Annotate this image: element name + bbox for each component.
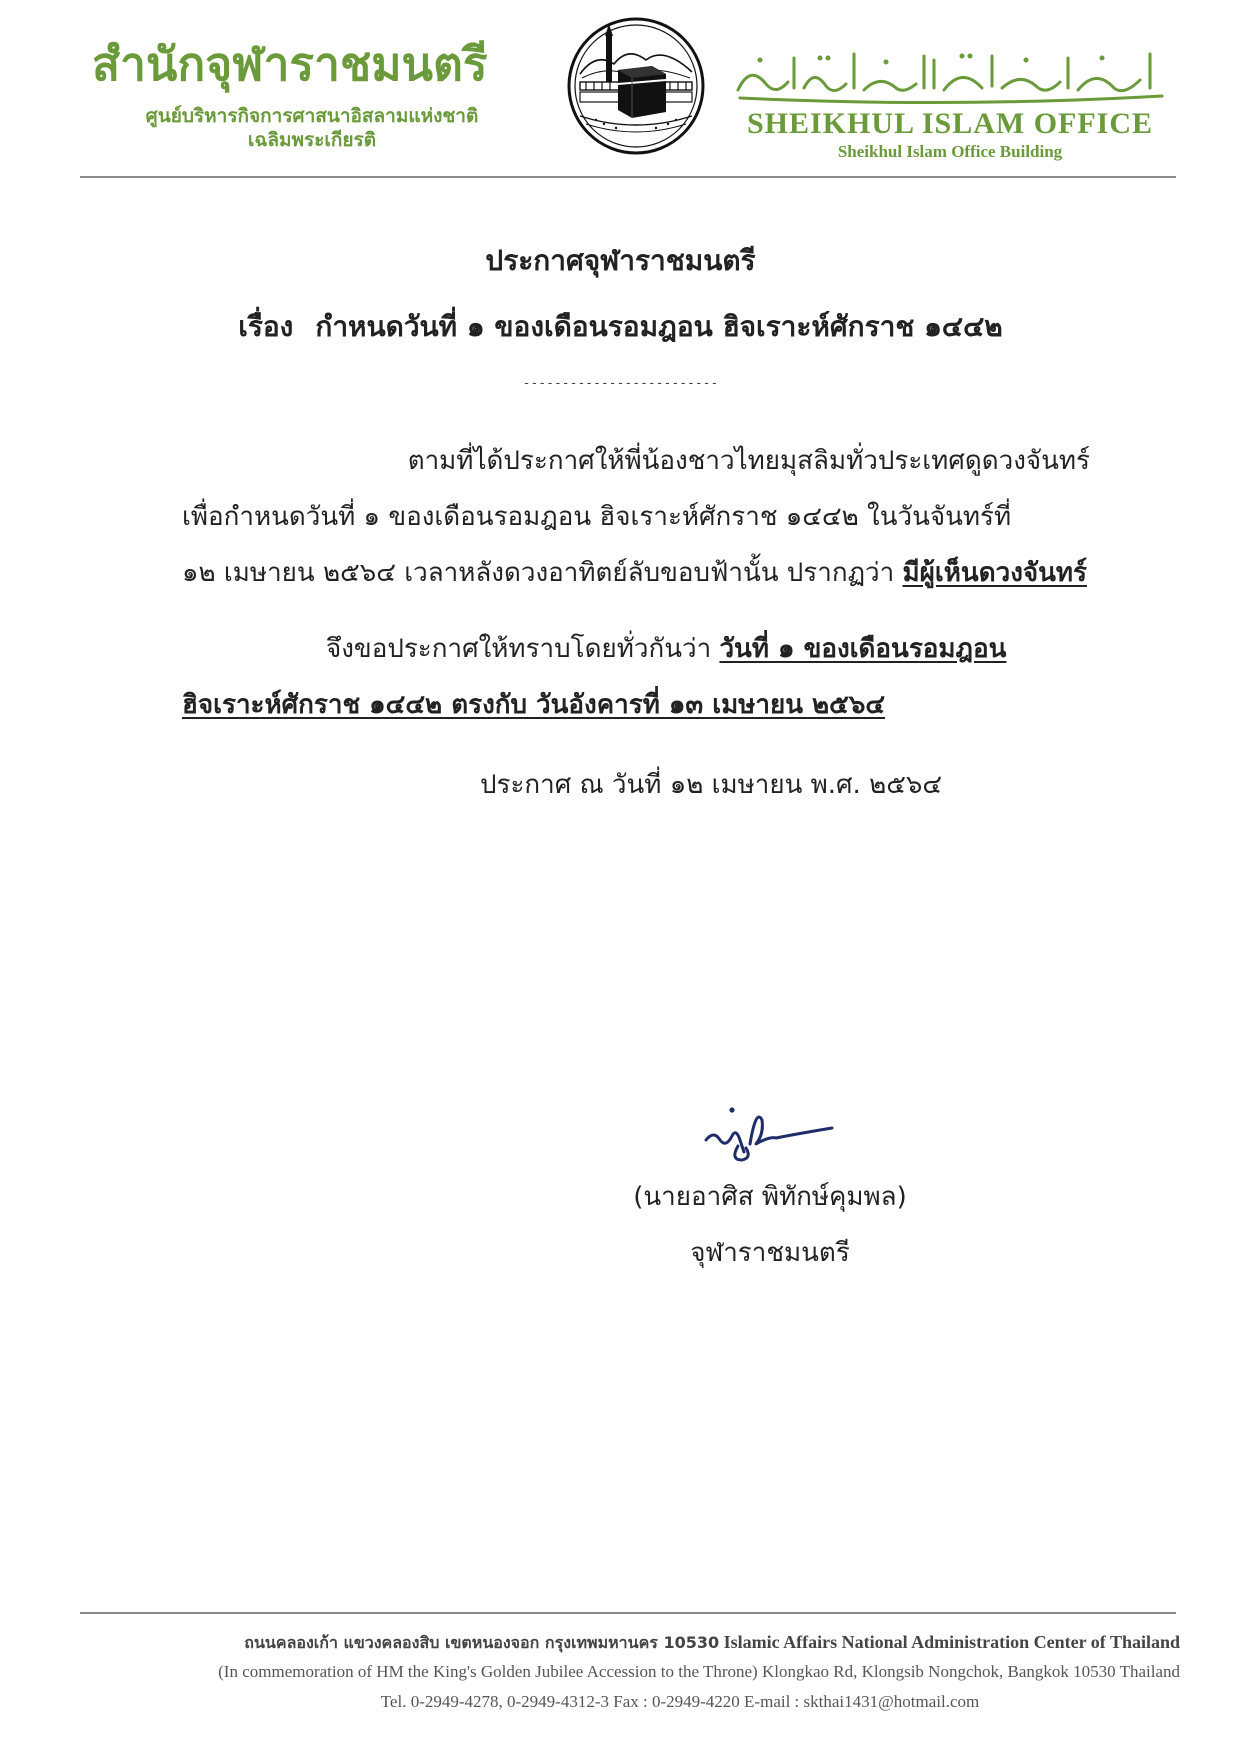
paragraph-1-line-2: เพื่อกำหนดวันที่ ๑ ของเดือนรอมฎอน ฮิจเราะห์ศักราช ๑๔๔๒ ในวันจันทร์ที่ [182, 502, 1012, 532]
org-english-building: Sheikhul Islam Office Building [837, 142, 1063, 161]
announcement-title: ประกาศจุฬาราชมนตรี [485, 244, 756, 277]
ramadan-day-one-emphasis: วันที่ ๑ ของเดือนรอมฎอน [719, 634, 1007, 664]
ramadan-date-emphasis: ฮิจเราะห์ศักราช ๑๔๔๒ ตรงกับ วันอังคารที่ ๑๓ เมษายน ๒๕๖๔ [182, 690, 886, 720]
subject-text: กำหนดวันที่ ๑ ของเดือนรอมฎอน ฮิจเราะห์ศักราช ๑๔๔๒ [315, 310, 1003, 343]
org-thai-name: สำนักจุฬาราชมนตรี [92, 37, 488, 91]
footer [60, 1628, 1180, 1717]
paragraph-1-line-3 [182, 556, 1090, 590]
footer-english-org: Islamic Affairs National Administration Center of Thailand [723, 1632, 1180, 1652]
footer-english-address: (In commemoration of HM the King's Golden Jubilee Accession to the Throne) Klongkao Rd, Klongsib Nongchok, Bangkok 10530 Thailand [218, 1662, 1180, 1681]
announcement-body [0, 240, 1241, 1268]
announcement-subject [0, 306, 1241, 348]
arabic-calligraphy-logo [730, 44, 1170, 108]
paragraph-2-line-2 [182, 688, 1090, 722]
paragraph-1-line-3-text: ๑๒ เมษายน ๒๕๖๔ เวลาหลังดวงอาทิตย์ลับขอบฟ้านั้น ปรากฏว่า [182, 558, 903, 588]
signatory-name: (นายอาศิส พิทักษ์คุมพล) [633, 1182, 907, 1212]
footer-address-line [60, 1628, 1180, 1657]
paragraph-1-line-1: ตามที่ได้ประกาศให้พี่น้องชาวไทยมุสลิมทั่วประเทศดูดวงจันทร์ [407, 446, 1090, 476]
paragraph-2-line-1 [326, 632, 1090, 666]
footer-contact: Tel. 0-2949-4278, 0-2949-4312-3 Fax : 0-2949-4220 E-mail : skthai1431@hotmail.com [380, 1692, 980, 1711]
moon-sighted-emphasis: มีผู้เห็นดวงจันทร์ [902, 558, 1087, 588]
org-thai-subtitle: ศูนย์บริหารกิจการศาสนาอิสลามแห่งชาติ [145, 105, 479, 127]
dashed-divider: ------------------------- [522, 376, 719, 391]
org-thai-subtitle-2: เฉลิมพระเกียรติ [247, 129, 377, 151]
footer-thai-address: ถนนคลองเก้า แขวงคลองสิบ เขตหนองจอก กรุงเทพมหานคร 10530 [244, 1633, 720, 1652]
org-english-name: SHEIKHUL ISLAM OFFICE [746, 107, 1154, 140]
letterhead [0, 0, 1241, 190]
subject-label: เรื่อง [238, 310, 294, 343]
kaaba-mosque-seal-icon [566, 16, 706, 156]
declaration-date: ประกาศ ณ วันที่ ๑๒ เมษายน พ.ศ. ๒๕๖๔ [480, 770, 943, 800]
paragraph-2-line-1-text: จึงขอประกาศให้ทราบโดยทั่วกันว่า [326, 634, 720, 664]
signatory-title: จุฬาราชมนตรี [690, 1238, 850, 1268]
signature-image [700, 1100, 840, 1170]
header-divider [80, 176, 1176, 178]
footer-divider [80, 1612, 1176, 1614]
